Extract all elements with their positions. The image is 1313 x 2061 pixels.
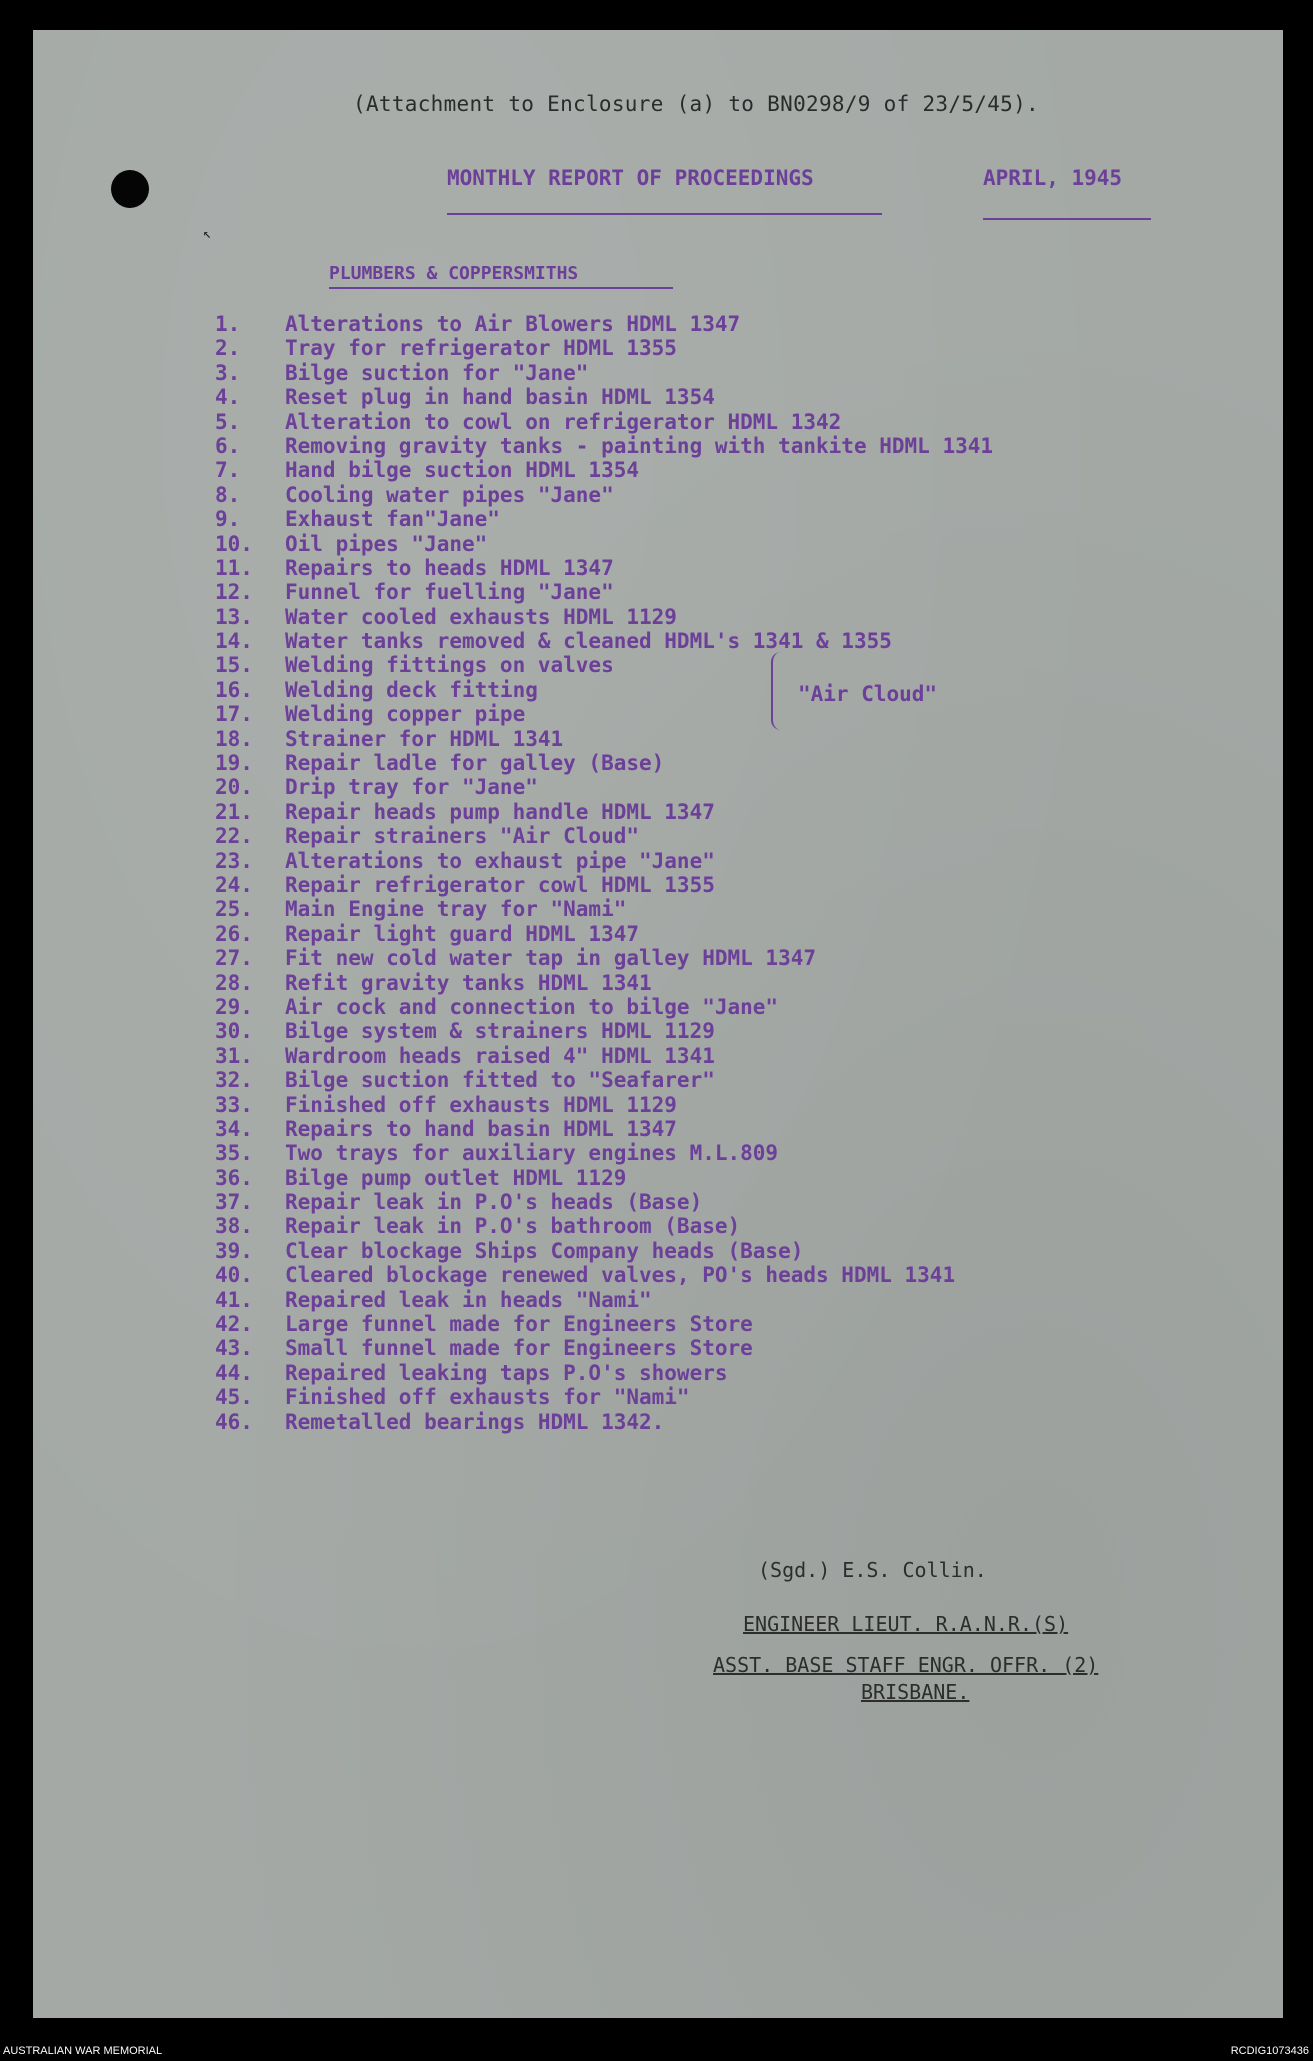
list-item [215, 702, 1195, 726]
item-number: 13. [215, 604, 253, 629]
item-text: Bilge system & strainers HDML 1129 [285, 1019, 715, 1044]
item-number: 45. [215, 1385, 253, 1410]
list-item [215, 922, 1195, 946]
item-number: 34. [215, 1116, 253, 1141]
item-text: Welding copper pipe [285, 702, 526, 727]
list-item [215, 1214, 1195, 1238]
item-number: 11. [215, 555, 253, 580]
report-date: APRIL, 1945 [983, 166, 1123, 190]
list-item [215, 1336, 1195, 1360]
item-text: Finished off exhausts HDML 1129 [285, 1092, 677, 1117]
list-item [215, 605, 1195, 629]
item-number: 27. [215, 946, 253, 971]
item-number: 20. [215, 775, 253, 800]
list-item [215, 1117, 1195, 1141]
item-text: Repairs to hand basin HDML 1347 [285, 1116, 677, 1141]
item-number: 46. [215, 1409, 253, 1434]
item-text: Repair leak in P.O's heads (Base) [285, 1190, 703, 1215]
item-number: 33. [215, 1092, 253, 1117]
list-item [215, 336, 1195, 360]
item-number: 16. [215, 677, 253, 702]
list-item [215, 1141, 1195, 1165]
item-number: 19. [215, 751, 253, 776]
list-item [215, 824, 1195, 848]
report-title: MONTHLY REPORT OF PROCEEDINGS [447, 166, 814, 190]
group-brace [771, 652, 787, 730]
item-text: Water tanks removed & cleaned HDML's 1341 & 1355 [285, 629, 892, 654]
list-item [215, 995, 1195, 1019]
title-underline [447, 213, 882, 215]
document-page [33, 30, 1283, 2018]
item-number: 35. [215, 1141, 253, 1166]
item-number: 23. [215, 848, 253, 873]
list-item [215, 483, 1195, 507]
item-number: 44. [215, 1360, 253, 1385]
list-item [215, 385, 1195, 409]
list-item [215, 653, 1195, 677]
item-text: Drip tray for "Jane" [285, 775, 538, 800]
item-text: Welding fittings on valves [285, 653, 614, 678]
item-text: Repair strainers "Air Cloud" [285, 824, 640, 849]
item-text: Repair light guard HDML 1347 [285, 921, 640, 946]
list-item [215, 629, 1195, 653]
date-underline [983, 218, 1151, 220]
item-text: Finished off exhausts for "Nami" [285, 1385, 690, 1410]
list-item [215, 1239, 1195, 1263]
item-number: 14. [215, 629, 253, 654]
item-text: Hand bilge suction HDML 1354 [285, 458, 640, 483]
item-text: Bilge suction fitted to "Seafarer" [285, 1068, 715, 1093]
list-item [215, 1288, 1195, 1312]
item-text: Cleared blockage renewed valves, PO's heads HDML 1341 [285, 1263, 956, 1288]
list-item [215, 800, 1195, 824]
list-item [215, 873, 1195, 897]
item-number: 39. [215, 1238, 253, 1263]
item-text: Cooling water pipes "Jane" [285, 482, 614, 507]
list-item [215, 1385, 1195, 1409]
list-item [215, 1044, 1195, 1068]
item-text: Fit new cold water tap in galley HDML 1347 [285, 946, 817, 971]
signatory-post: ASST. BASE STAFF ENGR. OFFR. (2) [713, 1653, 1099, 1677]
list-item [215, 849, 1195, 873]
item-text: Repairs to heads HDML 1347 [285, 555, 614, 580]
list-item [215, 751, 1195, 775]
item-text: Two trays for auxiliary engines M.L.809 [285, 1141, 779, 1166]
list-item [215, 1019, 1195, 1043]
list-item [215, 1068, 1195, 1092]
item-number: 31. [215, 1043, 253, 1068]
item-number: 26. [215, 921, 253, 946]
item-text: Repair refrigerator cowl HDML 1355 [285, 872, 715, 897]
list-item [215, 312, 1195, 336]
list-item [215, 580, 1195, 604]
item-text: Alteration to cowl on refrigerator HDML 1342 [285, 409, 842, 434]
item-text: Air cock and connection to bilge "Jane" [285, 994, 779, 1019]
section-underline [329, 287, 673, 289]
list-item [215, 507, 1195, 531]
list-item [215, 361, 1195, 385]
item-text: Bilge suction for "Jane" [285, 360, 589, 385]
list-item [215, 1190, 1195, 1214]
item-text: Bilge pump outlet HDML 1129 [285, 1165, 627, 1190]
item-text: Reset plug in hand basin HDML 1354 [285, 385, 715, 410]
item-number: 37. [215, 1190, 253, 1215]
list-item [215, 556, 1195, 580]
item-number: 3. [215, 360, 241, 385]
item-number: 5. [215, 409, 241, 434]
item-text: Refit gravity tanks HDML 1341 [285, 970, 652, 995]
signatory-rank: ENGINEER LIEUT. R.A.N.R.(S) [743, 1612, 1069, 1636]
item-number: 6. [215, 433, 241, 458]
list-item [215, 410, 1195, 434]
signatory-place: BRISBANE. [861, 1680, 970, 1704]
item-text: Repaired leak in heads "Nami" [285, 1287, 652, 1312]
item-text: Small funnel made for Engineers Store [285, 1336, 753, 1361]
item-number: 4. [215, 385, 241, 410]
list-item [215, 1263, 1195, 1287]
item-text: Funnel for fuelling "Jane" [285, 580, 614, 605]
pencil-mark: ↖ [203, 226, 212, 242]
item-text: Main Engine tray for "Nami" [285, 897, 627, 922]
item-text: Welding deck fitting [285, 677, 538, 702]
item-number: 43. [215, 1336, 253, 1361]
list-item [215, 1361, 1195, 1385]
section-heading: PLUMBERS & COPPERSMITHS [329, 263, 579, 284]
item-number: 9. [215, 507, 241, 532]
item-number: 36. [215, 1165, 253, 1190]
signature-line: (Sgd.) E.S. Collin. [758, 1558, 987, 1582]
item-number: 10. [215, 531, 253, 556]
item-text: Removing gravity tanks - painting with tankite HDML 1341 [285, 433, 994, 458]
list-item [215, 775, 1195, 799]
item-number: 8. [215, 482, 241, 507]
item-text: Repaired leaking taps P.O's showers [285, 1360, 728, 1385]
item-text: Tray for refrigerator HDML 1355 [285, 336, 677, 361]
item-number: 15. [215, 653, 253, 678]
item-number: 18. [215, 726, 253, 751]
item-text: Exhaust fan"Jane" [285, 507, 500, 532]
item-number: 25. [215, 897, 253, 922]
item-text: Repair leak in P.O's bathroom (Base) [285, 1214, 741, 1239]
item-text: Alterations to exhaust pipe "Jane" [285, 848, 715, 873]
item-text: Water cooled exhausts HDML 1129 [285, 604, 677, 629]
attachment-line: (Attachment to Enclosure (a) to BN0298/9 of 23/5/45). [353, 92, 1039, 116]
list-item [215, 1166, 1195, 1190]
item-number: 22. [215, 824, 253, 849]
list-item [215, 1312, 1195, 1336]
item-text: Repair ladle for galley (Base) [285, 751, 665, 776]
item-text: Large funnel made for Engineers Store [285, 1312, 753, 1337]
item-number: 17. [215, 702, 253, 727]
item-number: 42. [215, 1312, 253, 1337]
item-number: 38. [215, 1214, 253, 1239]
item-number: 12. [215, 580, 253, 605]
grouped-vessel-label: "Air Cloud" [798, 682, 938, 706]
item-text: Wardroom heads raised 4" HDML 1341 [285, 1043, 715, 1068]
item-text: Alterations to Air Blowers HDML 1347 [285, 312, 741, 336]
item-number: 21. [215, 799, 253, 824]
item-number: 40. [215, 1263, 253, 1288]
list-item [215, 458, 1195, 482]
item-number: 32. [215, 1068, 253, 1093]
item-number: 24. [215, 872, 253, 897]
work-items-list [215, 312, 1195, 1434]
item-number: 41. [215, 1287, 253, 1312]
item-text: Oil pipes "Jane" [285, 531, 488, 556]
list-item [215, 1410, 1195, 1434]
list-item [215, 532, 1195, 556]
list-item [215, 946, 1195, 970]
item-number: 28. [215, 970, 253, 995]
item-number: 1. [215, 312, 241, 336]
punch-hole [111, 170, 149, 208]
list-item [215, 897, 1195, 921]
item-text: Remetalled bearings HDML 1342. [285, 1409, 665, 1434]
list-item [215, 678, 1195, 702]
list-item [215, 434, 1195, 458]
item-number: 2. [215, 336, 241, 361]
item-number: 30. [215, 1019, 253, 1044]
item-number: 7. [215, 458, 241, 483]
list-item [215, 727, 1195, 751]
item-text: Strainer for HDML 1341 [285, 726, 564, 751]
list-item [215, 971, 1195, 995]
archive-id: RCDIG1073436 [1230, 2045, 1309, 2057]
item-text: Clear blockage Ships Company heads (Base) [285, 1238, 804, 1263]
item-text: Repair heads pump handle HDML 1347 [285, 799, 715, 824]
archive-credit: AUSTRALIAN WAR MEMORIAL [3, 2045, 163, 2057]
list-item [215, 1093, 1195, 1117]
item-number: 29. [215, 994, 253, 1019]
